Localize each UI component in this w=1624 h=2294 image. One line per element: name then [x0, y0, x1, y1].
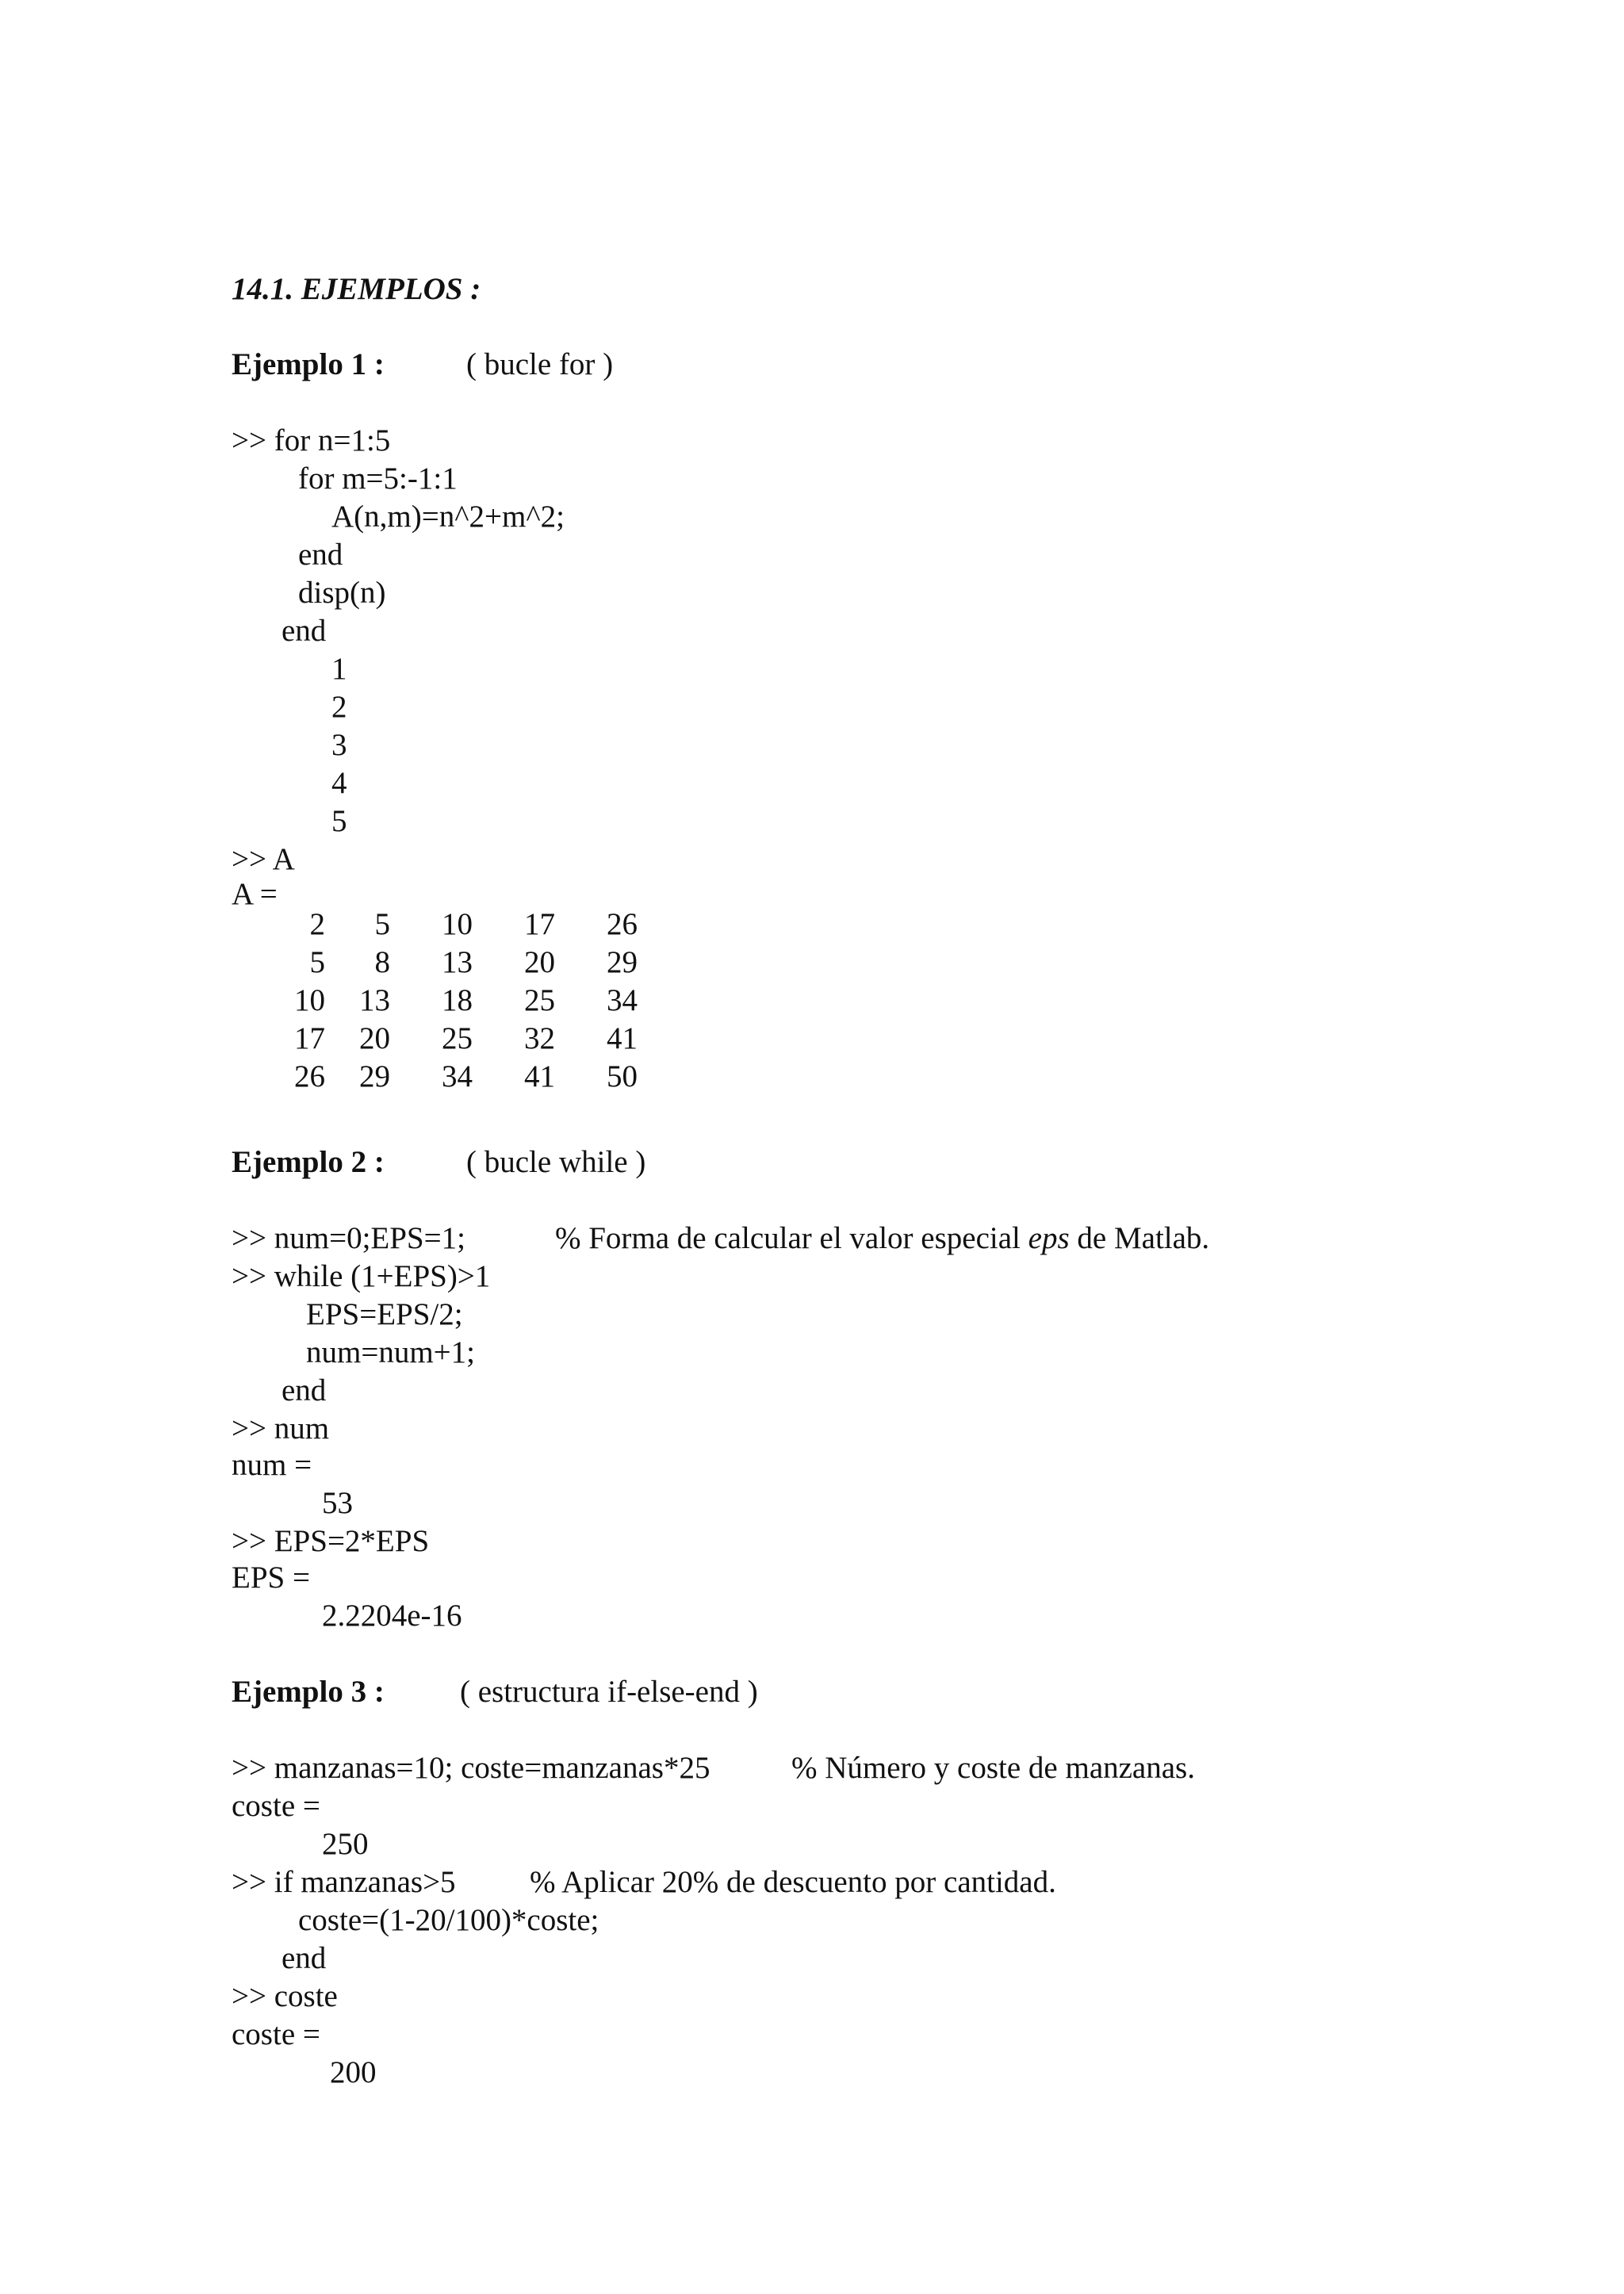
matrix-cell: 13	[359, 983, 390, 1017]
example-1-label: Ejemplo 1 :	[232, 347, 385, 381]
code-line: >> if manzanas>5	[232, 1865, 456, 1899]
matrix-cell: 34	[442, 1059, 473, 1093]
comment-text: % Forma de calcular el valor especial	[555, 1221, 1028, 1255]
matrix-cell: 10	[294, 983, 325, 1017]
comment-text: de Matlab.	[1069, 1221, 1210, 1255]
matrix-cell: 25	[442, 1021, 473, 1055]
output-line: 2.2204e-16	[322, 1599, 462, 1633]
matrix-cell: 5	[309, 945, 325, 979]
matrix-cell: 41	[607, 1021, 638, 1055]
code-line: A(n,m)=n^2+m^2;	[331, 500, 565, 534]
output-label: A =	[232, 877, 278, 911]
code-line: >> num=0;EPS=1;	[232, 1221, 465, 1255]
matrix-cell: 20	[524, 945, 555, 979]
code-line: >> while (1+EPS)>1	[232, 1259, 491, 1293]
output-label: coste =	[232, 2017, 320, 2051]
output-line: 2	[331, 690, 347, 724]
code-line: end	[282, 614, 327, 648]
output-label: EPS =	[232, 1561, 310, 1595]
matrix-cell: 32	[524, 1021, 555, 1055]
output-line: 200	[330, 2055, 377, 2089]
code-line: for m=5:-1:1	[298, 461, 458, 496]
code-line: disp(n)	[298, 576, 386, 610]
output-label: coste =	[232, 1789, 320, 1823]
matrix-cell: 10	[442, 907, 473, 941]
code-line: >> EPS=2*EPS	[232, 1524, 430, 1558]
code-comment: % Número y coste de manzanas.	[791, 1751, 1195, 1785]
matrix-cell: 29	[607, 945, 638, 979]
output-line: 3	[331, 728, 347, 762]
matrix-cell: 18	[442, 983, 473, 1017]
section-title: 14.1. EJEMPLOS :	[232, 272, 481, 306]
code-line: num=num+1;	[306, 1335, 475, 1369]
matrix-cell: 26	[607, 907, 638, 941]
matrix-cell: 13	[442, 945, 473, 979]
output-line: 1	[331, 652, 347, 686]
output-line: 53	[322, 1486, 353, 1520]
code-line: >> for n=1:5	[232, 423, 391, 458]
output-line: 250	[322, 1827, 369, 1861]
matrix-cell: 29	[359, 1059, 390, 1093]
code-line: >> manzanas=10; coste=manzanas*25	[232, 1751, 710, 1785]
code-comment	[555, 1220, 1209, 1258]
matrix-cell: 17	[524, 907, 555, 941]
matrix-cell: 20	[359, 1021, 390, 1055]
code-line: coste=(1-20/100)*coste;	[298, 1903, 599, 1937]
matrix-cell: 34	[607, 983, 638, 1017]
code-line: end	[282, 1373, 327, 1407]
matrix-cell: 25	[524, 983, 555, 1017]
output-label: num =	[232, 1448, 312, 1482]
code-line: EPS=EPS/2;	[306, 1297, 463, 1331]
output-line: 4	[331, 766, 347, 800]
code-line: >> A	[232, 842, 295, 876]
code-line: >> coste	[232, 1979, 338, 2013]
matrix-cell: 2	[309, 907, 325, 941]
matrix-cell: 50	[607, 1059, 638, 1093]
example-2-description: ( bucle while )	[466, 1145, 646, 1179]
code-comment: % Aplicar 20% de descuento por cantidad.	[530, 1865, 1056, 1899]
matrix-cell: 17	[294, 1021, 325, 1055]
comment-emphasis: eps	[1028, 1221, 1070, 1255]
matrix-cell: 41	[524, 1059, 555, 1093]
matrix-cell: 8	[374, 945, 390, 979]
example-3-description: ( estructura if-else-end )	[460, 1675, 758, 1709]
code-line: >> num	[232, 1411, 330, 1446]
code-line: end	[298, 538, 343, 572]
example-3-label: Ejemplo 3 :	[232, 1675, 385, 1709]
matrix-cell: 5	[374, 907, 390, 941]
example-2-label: Ejemplo 2 :	[232, 1145, 385, 1179]
example-1-description: ( bucle for )	[466, 347, 614, 381]
code-line: end	[282, 1941, 327, 1975]
output-line: 5	[331, 804, 347, 838]
matrix-cell: 26	[294, 1059, 325, 1093]
